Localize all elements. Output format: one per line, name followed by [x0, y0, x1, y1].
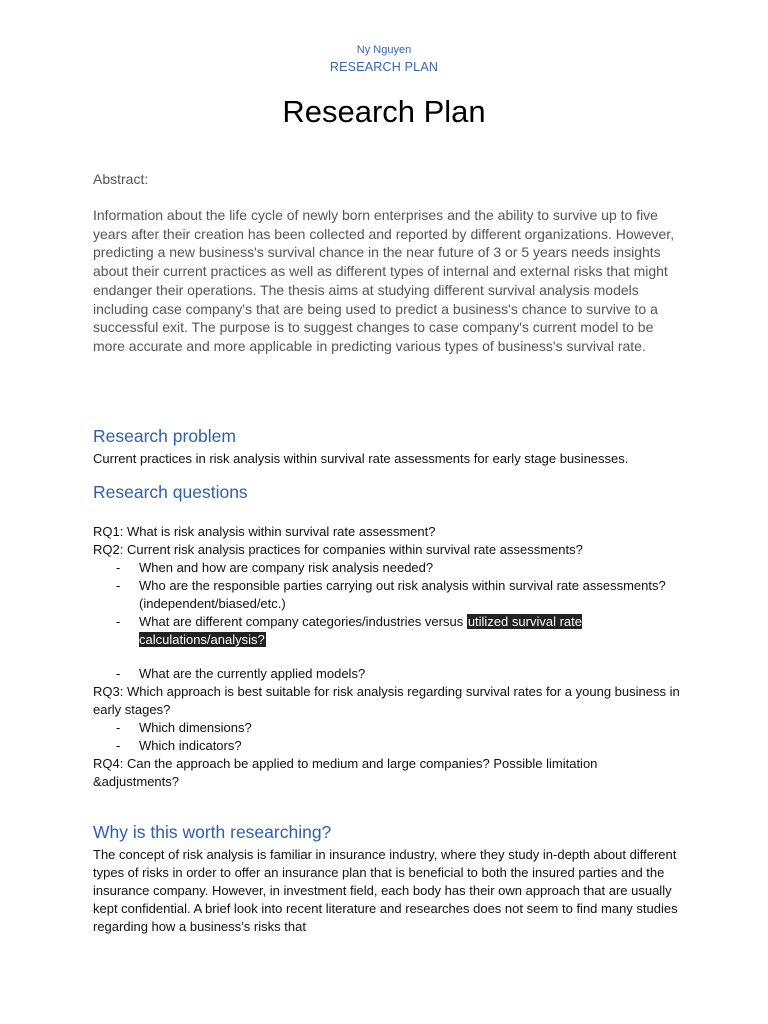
list-dash: -	[116, 666, 121, 681]
document-title: Research Plan	[282, 94, 486, 129]
rq2-sub-item	[116, 559, 683, 577]
why-text: The concept of risk analysis is familiar in insurance industry, where they study in-depth about different types of risks in order to offer an insurance plan that is beneficial to both the insured parties and the insurance company. However, in investment field, each body has their own approach that are usually kept confidential. A brief look into recent literature and researches does not seem to find many studies regarding how a business’s risks that	[93, 847, 678, 934]
why-heading: Why is this worth researching?	[93, 822, 332, 842]
rq4: RQ4: Can the approach be applied to medium and large companies? Possible limitation &adjustments?	[93, 756, 598, 789]
rq2-sub-text: What are different company categories/industries versus	[139, 614, 467, 629]
header-title: RESEARCH PLAN	[329, 60, 439, 74]
list-dash: -	[116, 614, 121, 629]
rq3: RQ3: Which approach is best suitable for risk analysis regarding survival rates for a young business in early stages?	[93, 684, 680, 717]
rq3-sub-text: Which dimensions?	[139, 720, 252, 735]
rq2-sub-item	[116, 577, 683, 613]
research-questions-list	[93, 523, 683, 791]
list-dash: -	[116, 738, 121, 753]
research-problem-heading: Research problem	[93, 426, 236, 446]
rq2-sub-text: What are the currently applied models?	[139, 666, 366, 681]
abstract-label: Abstract:	[93, 171, 149, 187]
research-questions-heading: Research questions	[93, 482, 248, 502]
header-author: Ny Nguyen	[356, 44, 412, 56]
list-dash: -	[116, 560, 121, 575]
rq3-sub-item	[116, 719, 683, 737]
rq3-sub-text: Which indicators?	[139, 738, 242, 753]
rq3-sub-item	[116, 737, 683, 755]
list-dash: -	[116, 720, 121, 735]
rq2-sub-text: When and how are company risk analysis needed?	[139, 560, 434, 575]
rq2-sub-item	[116, 613, 683, 649]
rq2-sub-text: Who are the responsible parties carrying out risk analysis within survival rate assessments? (independent/biased/etc.)	[139, 578, 666, 611]
rq2-sub-item	[116, 665, 683, 683]
rq1: RQ1: What is risk analysis within survival rate assessment?	[93, 524, 436, 539]
research-problem-text: Current practices in risk analysis within survival rate assessments for early stage businesses.	[93, 451, 629, 466]
rq2: RQ2: Current risk analysis practices for companies within survival rate assessments?	[93, 542, 583, 557]
list-dash: -	[116, 578, 121, 593]
abstract-text: Information about the life cycle of newly born enterprises and the ability to survive up to five years after their creation has been collected and reported by different organizations. However, predicting a new business's survival chance in the near future of 3 or 5 years needs insights about their current practices as well as different types of internal and external risks that might endanger their operations. The thesis aims at studying different survival analysis models including case company's that are being used to predict a business's chance to survive to a successful exit. The purpose is to suggest changes to case company's current model to be more accurate and more applicable in predicting various types of business's survival rate.	[93, 207, 675, 354]
blank-line	[93, 649, 683, 665]
highlighted-text: utilized survival rate calculations/analysis?	[139, 614, 582, 647]
